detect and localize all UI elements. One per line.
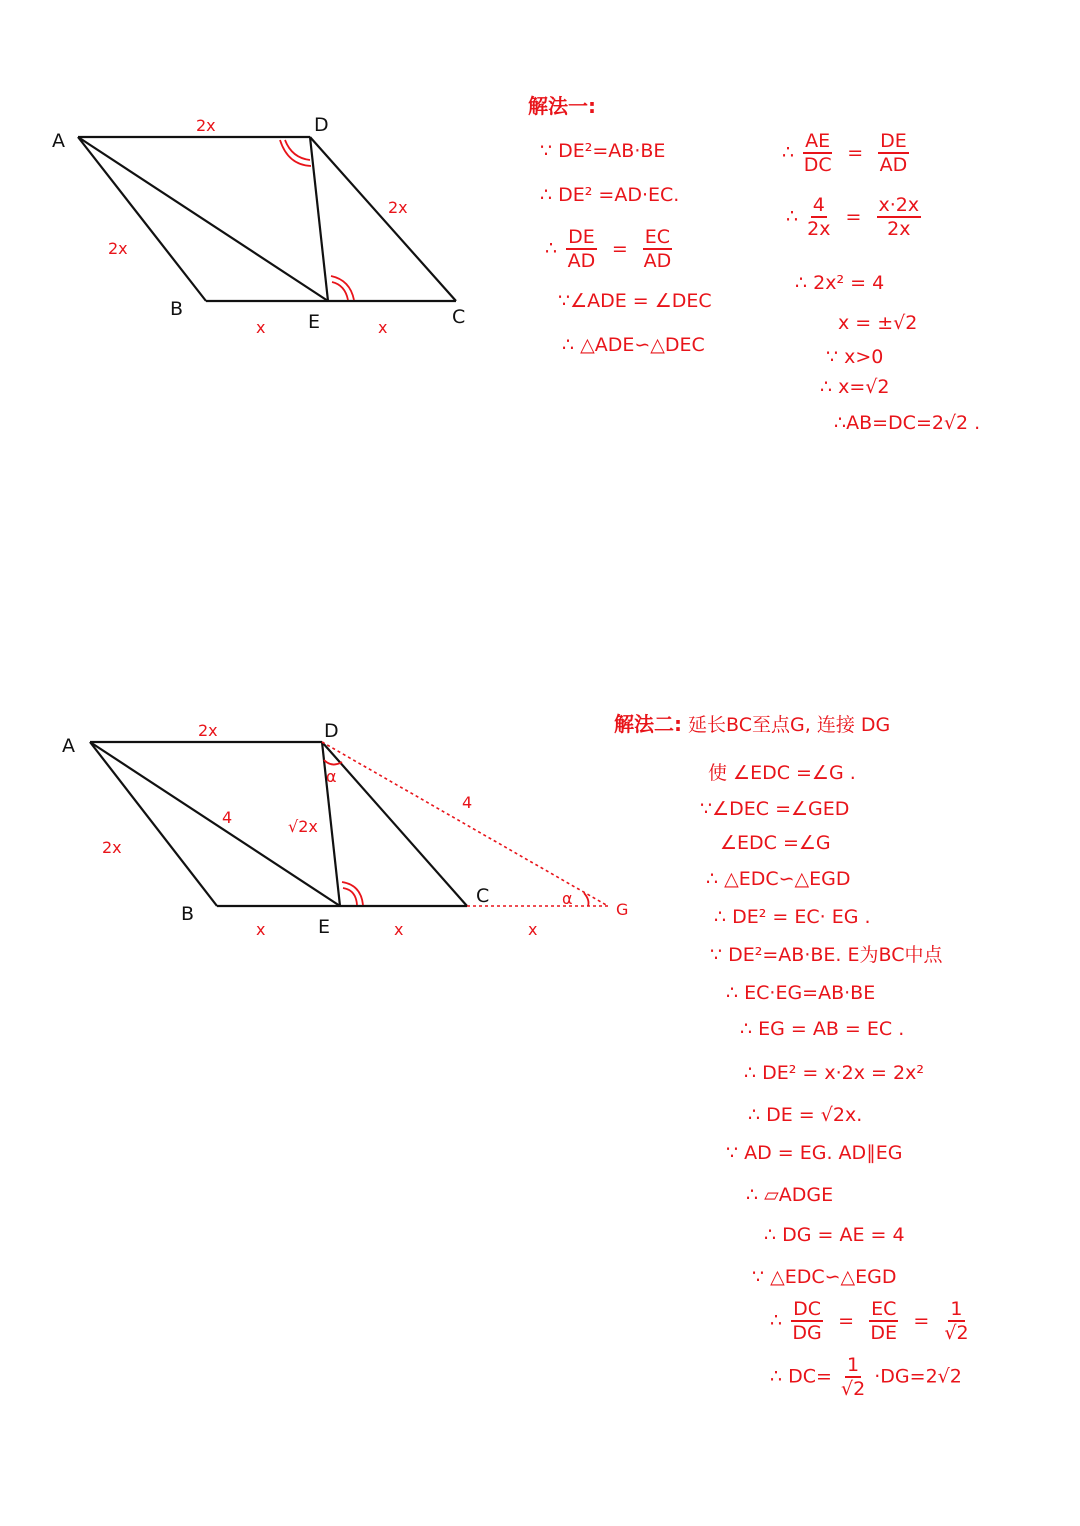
fraction (841, 1354, 865, 1400)
denominator: √2 (841, 1378, 866, 1400)
fraction (869, 1298, 898, 1344)
numerator: EC (871, 1298, 897, 1320)
fraction (803, 130, 832, 176)
length-BE-2: x (256, 920, 266, 939)
solution2-line: 使 ∠EDC =∠G . (708, 762, 856, 784)
solution1-line: ∴ △ADE∽△DEC (562, 334, 705, 356)
point-C-2: C (476, 885, 490, 907)
numerator: EC (644, 226, 671, 248)
length-BE-1: x (256, 318, 266, 337)
prefix: ∴ (545, 237, 558, 260)
point-D-2: D (324, 720, 339, 742)
segment-DE-1 (310, 137, 328, 301)
denominator: AD (643, 250, 672, 272)
prefix: ∴ DC= (770, 1365, 832, 1388)
segment-AB-2 (90, 742, 217, 906)
equals: = (611, 237, 628, 260)
solution2-line: ∴ △EDC∽△EGD (706, 868, 851, 890)
point-B-1: B (170, 298, 184, 320)
solution2-line: ∵ △EDC∽△EGD (752, 1266, 897, 1288)
solution1-line: ∴ x=√2 (820, 376, 890, 398)
length-DG-2: 4 (462, 793, 473, 812)
solution1-fraction-1 (545, 226, 675, 272)
numerator: 4 (812, 194, 825, 216)
tail: ·DG=2√2 (874, 1365, 962, 1388)
point-E-1: E (308, 311, 321, 333)
segment-AE-1 (78, 137, 328, 301)
numerator: 1 (950, 1298, 963, 1320)
segment-AB-1 (78, 137, 206, 301)
prefix: ∴ (782, 141, 795, 164)
solution2-line: ∴ EC·EG=AB·BE (726, 982, 876, 1004)
figure-2-angle-marks (324, 760, 589, 906)
solution2-final (770, 1354, 962, 1400)
figure-2 (90, 742, 467, 906)
fraction (878, 130, 909, 176)
point-A-2: A (62, 735, 75, 757)
numerator: 1 (847, 1354, 860, 1376)
length-AD-1: 2x (196, 116, 216, 135)
length-DC-1: 2x (388, 198, 408, 217)
fraction (566, 226, 597, 272)
fraction (807, 194, 830, 240)
denominator: AD (567, 250, 596, 272)
point-D-1: D (314, 114, 329, 136)
length-AE-2: 4 (222, 808, 233, 827)
numerator: DE (568, 226, 595, 248)
solution1-line: ∴ DE² =AD·EC. (540, 184, 680, 206)
equals: = (847, 141, 864, 164)
point-E-2: E (318, 916, 331, 938)
fraction (643, 226, 672, 272)
denominator: √2 (944, 1322, 969, 1344)
solution2-line: ∴ DE² = x·2x = 2x² (744, 1062, 924, 1084)
point-B-2: B (181, 903, 195, 925)
solution2-line: ∵ DE²=AB·BE. E为BC中点 (710, 944, 943, 966)
numerator: DE (880, 130, 907, 152)
denominator: AD (879, 154, 908, 176)
length-EC-1: x (378, 318, 388, 337)
solution1-fraction-2 (782, 130, 912, 176)
solution1-line: ∵∠ADE = ∠DEC (558, 290, 712, 312)
solution1-title: 解法一: (528, 94, 596, 118)
solution2-title-rest: 延长BC至点G, 连接 DG (688, 714, 891, 736)
length-AB-1: 2x (108, 239, 128, 258)
denominator: DE (870, 1322, 898, 1344)
solution2-line: ∴ ▱ADGE (746, 1184, 834, 1206)
solution2-line: ∠EDC =∠G (720, 832, 831, 854)
denominator: DC (803, 154, 832, 176)
length-AB-2: 2x (102, 838, 122, 857)
length-EC-2: x (394, 920, 404, 939)
prefix: ∴ (786, 205, 799, 228)
numerator: AE (805, 130, 831, 152)
solution2-title: 解法二: (614, 712, 682, 736)
equals: = (838, 1309, 855, 1332)
fraction (791, 1298, 823, 1344)
solution2-line: ∴ DG = AE = 4 (764, 1224, 905, 1246)
denominator: DG (792, 1322, 822, 1344)
length-CG-2: x (528, 920, 538, 939)
solution2-fraction (770, 1298, 972, 1344)
solution1-line: x = ±√2 (838, 312, 918, 334)
prefix: ∴ (770, 1309, 783, 1332)
solution1-fraction-3 (786, 194, 924, 240)
solution1-line: ∴ 2x² = 4 (795, 272, 885, 294)
solution1-line: ∵ DE²=AB·BE (540, 140, 666, 162)
fraction (944, 1298, 968, 1344)
solution2-line: ∴ DE² = EC· EG . (714, 906, 871, 928)
figure-2-dashed (322, 742, 608, 906)
solution2-line: ∵∠DEC =∠GED (700, 798, 850, 820)
segment-DC-2 (322, 742, 467, 906)
denominator: 2x (807, 218, 831, 240)
point-A-1: A (52, 130, 65, 152)
angle-G-2: α (562, 889, 573, 908)
fraction (877, 194, 922, 240)
equals: = (845, 205, 862, 228)
solution2-line: ∴ EG = AB = EC . (740, 1018, 905, 1040)
solution2-line: ∴ DE = √2x. (748, 1104, 863, 1126)
point-G-2: G (616, 900, 629, 919)
denominator: 2x (887, 218, 911, 240)
point-C-1: C (452, 306, 466, 328)
solution2-line: ∵ AD = EG. AD∥EG (726, 1142, 903, 1164)
solution1-line: ∴AB=DC=2√2 . (834, 412, 981, 434)
solution2-header (614, 708, 890, 737)
length-DE-2: √2x (288, 817, 318, 836)
length-AD-2: 2x (198, 721, 218, 740)
segment-DG-2 (322, 742, 608, 906)
solution1-line: ∵ x>0 (826, 346, 884, 368)
numerator: x·2x (878, 194, 920, 216)
angle-D-2: α (326, 767, 337, 786)
numerator: DC (793, 1298, 822, 1320)
equals: = (913, 1309, 930, 1332)
figure-1 (78, 137, 456, 301)
